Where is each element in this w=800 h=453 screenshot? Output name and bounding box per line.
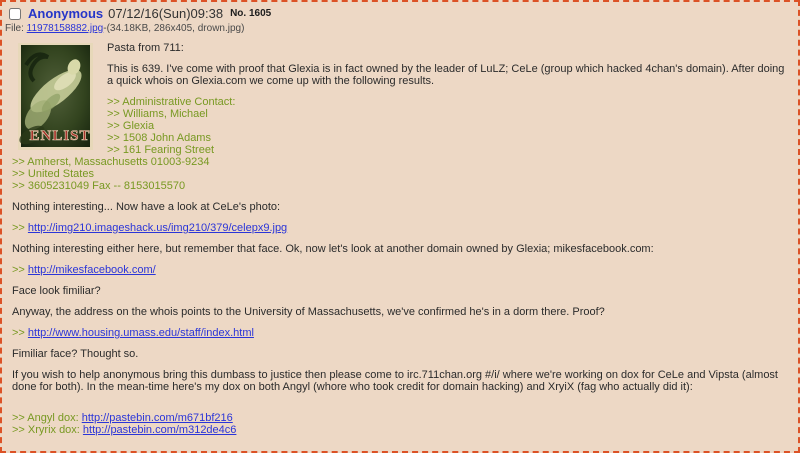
message-link[interactable]: http://img210.imageshack.us/img210/379/celepx9.jpg [27,222,288,234]
greentext: >> Amherst, Massachusetts 01003-9234 [12,156,210,168]
greentext: >> Williams, Michael [107,108,208,120]
message-paragraph [12,327,786,339]
message-link[interactable]: http://mikesfacebook.com/ [27,264,156,276]
message-paragraph [12,348,786,360]
image-thumbnail[interactable] [18,43,93,150]
file-label: File: [5,23,27,34]
greentext: >> [12,264,28,276]
post-header [9,6,792,21]
greentext: >> 1508 John Adams [107,132,211,144]
message-paragraph [12,63,786,87]
post-number[interactable]: No. 1605 [230,8,272,19]
post-timestamp: 07/12/16(Sun)09:38 [108,6,224,21]
message-text: Nothing interesting... Now have a look at CeLe's photo: [12,201,281,213]
message-link[interactable]: http://www.housing.umass.edu/staff/index.html [27,327,254,339]
delete-checkbox[interactable] [9,8,21,20]
greentext: >> United States [12,168,94,180]
message-paragraph [12,42,786,54]
message-paragraph [12,412,786,436]
message-link[interactable]: http://pastebin.com/m312de4c6 [82,424,237,436]
file-info [5,23,792,34]
message-paragraph [12,201,786,213]
message-paragraph [12,369,786,393]
enlist-poster-image [18,43,93,150]
message-paragraph [12,285,786,297]
message-text: Pasta from 711: [107,42,184,54]
greentext: >> [12,327,28,339]
message-paragraph [12,264,786,276]
greentext: >> Xryrix dox: [12,424,83,436]
greentext: >> [12,222,28,234]
greentext: >> 161 Fearing Street [107,144,215,156]
greentext: >> Angyl dox: [12,412,82,424]
greentext: >> 3605231049 Fax -- 8153015570 [12,180,186,192]
message-text: Nothing interesting either here, but remember that face. Ok, now let's look at another domain owned by Glexia; mikesfacebook.com: [12,243,654,255]
message-text: Fimiliar face? Thought so. [12,348,139,360]
message-text: This is 639. I've come with proof that Glexia is in fact owned by the leader of LuLZ; CeLe (group which hacked 4chan's domain). After doing a quick whois on Glexia.com we come up with the following results. [107,63,785,87]
message-text: Face look fimiliar? [12,285,101,297]
greentext: >> Administrative Contact: [107,96,236,108]
message-link[interactable]: http://pastebin.com/m671bf216 [81,412,233,424]
file-meta: -(34.18KB, 286x405, drown.jpg) [103,23,245,34]
greentext: >> Glexia [107,120,155,132]
poster-name: Anonymous [28,6,104,21]
enlist-poster-text: ENLIST [29,128,91,144]
post-message [12,42,786,436]
file-link[interactable]: 11978158882.jpg [26,23,104,34]
message-text: Anyway, the address on the whois points to the University of Massachusetts, we've confirmed he's in a dorm there. Proof? [12,306,605,318]
message-paragraph [12,96,786,192]
message-text: If you wish to help anonymous bring this dumbass to justice then please come to irc.711chan.org #/i/ where we're working on dox for CeLe and Vipsta (almost done for both). In the mean-time here's my dox on both Angyl (whore who took credit for domain hacking) and XryiX (fag who actually did it): [12,369,778,393]
message-paragraph [12,243,786,255]
message-paragraph [12,306,786,318]
message-paragraph [12,222,786,234]
